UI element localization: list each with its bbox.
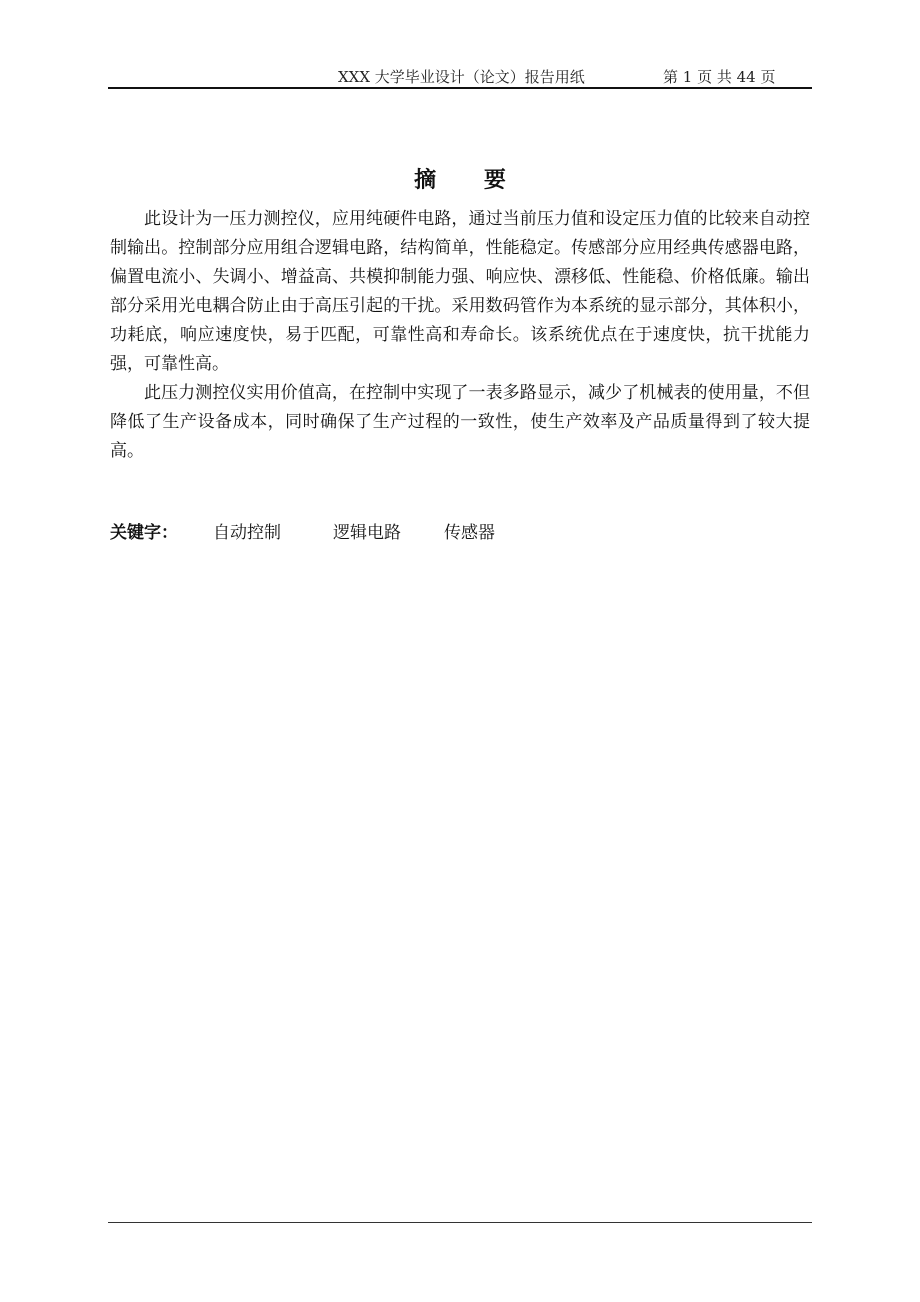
header-title: XXX 大学毕业设计（论文）报告用纸: [338, 68, 585, 86]
footer-divider: [108, 1222, 812, 1223]
abstract-paragraph-2: 此压力测控仪实用价值高，在控制中实现了一表多路显示，减少了机械表的使用量，不但降低了生产设备成本，同时确保了生产过程的一致性，使生产效率及产品质量得到了较大提高。: [110, 383, 810, 461]
page-header: [108, 64, 812, 86]
abstract-paragraph-1: 此设计为一压力测控仪，应用纯硬件电路，通过当前压力值和设定压力值的比较来自动控制输出。控制部分应用组合逻辑电路，结构简单，性能稳定。传感部分应用经典传感器电路，偏置电流小、失调小、增益高、共模抑制能力强、响应快、漂移低、性能稳、价格低廉。输出部分采用光电耦合防止由于高压引起的干扰。采用数码管作为本系统的显示部分，其体积小，功耗底，响应速度快，易于匹配，可靠性高和寿命长。该系统优点在于速度快，抗干扰能力强，可靠性高。: [110, 209, 810, 374]
abstract-body: [110, 205, 810, 466]
header-page-info: 第 1 页 共 44 页: [663, 68, 776, 86]
keyword-item: 逻辑电路: [333, 523, 401, 543]
keywords-label: 关键字：: [110, 523, 178, 543]
keyword-item: 自动控制: [213, 523, 281, 543]
header-divider: [108, 87, 812, 89]
abstract-title: 摘 要: [414, 168, 526, 193]
keyword-item: 传感器: [444, 523, 495, 543]
